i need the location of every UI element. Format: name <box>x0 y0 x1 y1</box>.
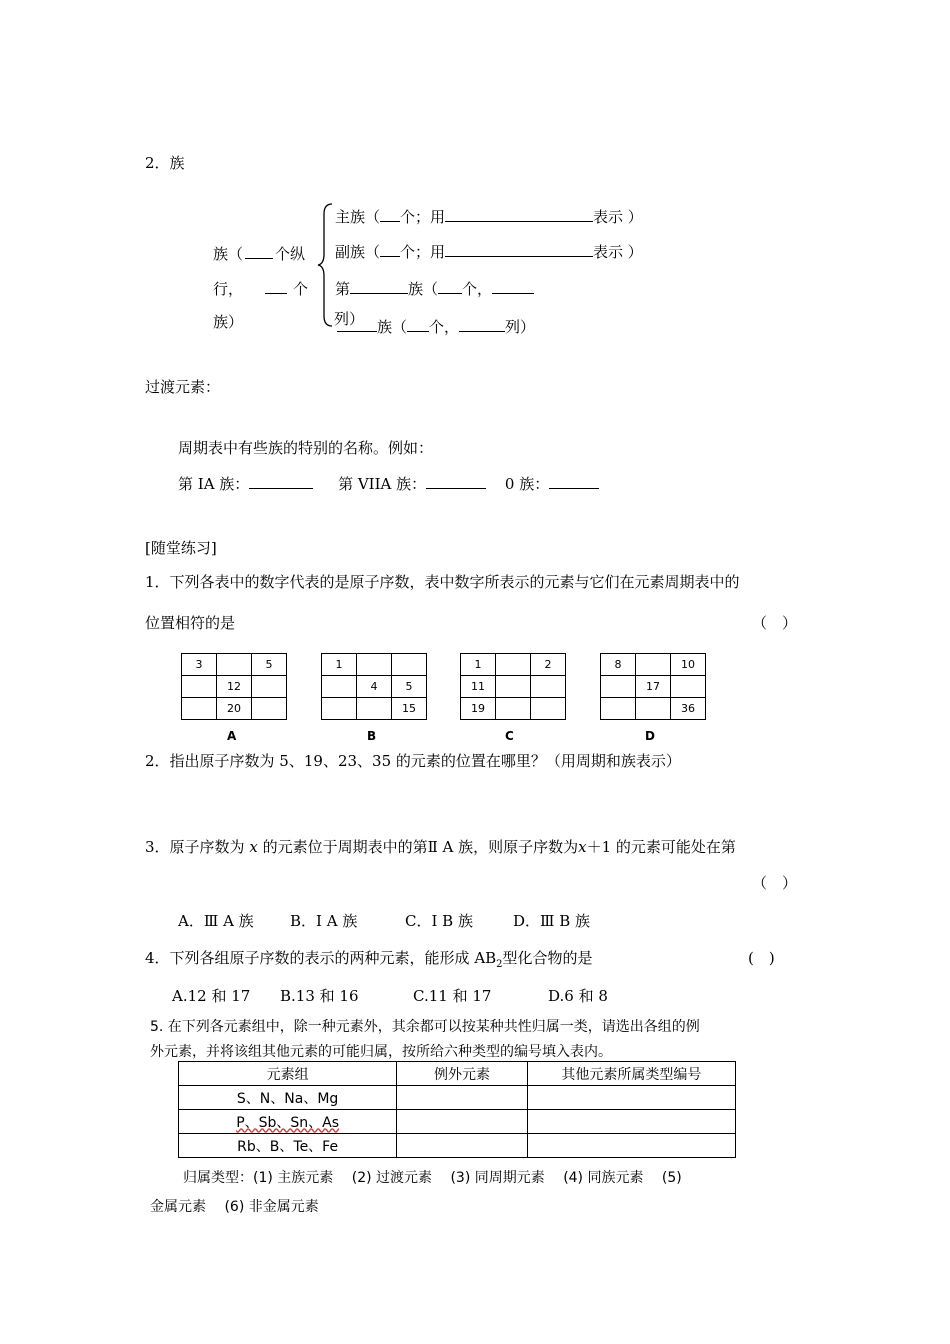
grid-row <box>182 654 287 676</box>
grid-cell <box>357 654 392 676</box>
q1-line2: 位置相符的是 <box>145 614 236 632</box>
grid-cell: 1 <box>461 654 496 676</box>
grid-cell <box>496 698 531 720</box>
type-answer-cell[interactable] <box>527 1110 735 1134</box>
grid-cell: 5 <box>252 654 287 676</box>
group-left-line3: 族） <box>213 313 244 331</box>
q1-line1: 1．下列各表中的数字代表的是原子序数，表中数字所表示的元素与它们在元素周期表中的 <box>145 573 740 591</box>
grid-row <box>461 676 566 698</box>
grid-cell: 4 <box>357 676 392 698</box>
grid-a-label: A <box>227 729 237 743</box>
header-type-number: 其他元素所属类型编号 <box>527 1062 735 1086</box>
header-exception: 例外元素 <box>397 1062 528 1086</box>
sub-group-line: 副族（ 个；用 表示 ） <box>335 243 643 261</box>
grid-c-label: C <box>505 729 514 743</box>
grid-cell: 36 <box>671 698 706 720</box>
grid-row <box>182 698 287 720</box>
exception-answer-cell[interactable] <box>397 1086 528 1110</box>
grid-cell <box>392 654 427 676</box>
grid-cell <box>252 676 287 698</box>
main-group-line: 主族（ 个；用 表示 ） <box>335 208 643 226</box>
element-group-cell: Rb、B、Te、Fe <box>179 1134 397 1158</box>
grid-cell: 10 <box>671 654 706 676</box>
grid-cell <box>182 698 217 720</box>
q4-answer-paren: ( ) <box>748 949 775 967</box>
grid-cell <box>671 676 706 698</box>
q3-text: 3．原子序数为 x 的元素位于周期表中的第Ⅱ A 族，则原子序数为x＋1 的元素可能处在第 <box>145 838 736 856</box>
brace-icon <box>316 202 336 328</box>
q5-types-line2: 金属元素 (6) 非金属元素 <box>150 1199 319 1215</box>
q5-line1: 5. 在下列各元素组中，除一种元素外，其余都可以按某种共性归属一类，请选出各组的例 <box>150 1019 700 1035</box>
grid-cell <box>322 676 357 698</box>
table-row <box>179 1110 736 1134</box>
type-answer-cell[interactable] <box>527 1086 735 1110</box>
grid-d-label: D <box>645 729 655 743</box>
q4-option-d: D.6 和 8 <box>548 987 608 1005</box>
grid-cell <box>496 654 531 676</box>
q5-types-line1: 归属类型：(1) 主族元素 (2) 过渡元素 (3) 同周期元素 (4) 同族元素 (5) <box>183 1170 682 1186</box>
grid-cell <box>601 676 636 698</box>
q4-option-a: A.12 和 17 <box>172 987 251 1005</box>
grid-cell <box>531 676 566 698</box>
special-intro: 周期表中有些族的特别的名称。例如： <box>178 439 434 457</box>
q4-option-b: B.13 和 16 <box>280 987 359 1005</box>
table-row <box>179 1086 736 1110</box>
grid-cell <box>322 698 357 720</box>
q4-text: 4．下列各组原子序数的表示的两种元素，能形成 $AB_2$型化合物的是 <box>145 949 593 970</box>
table-row <box>179 1134 736 1158</box>
q1-answer-paren: （ ） <box>752 614 798 632</box>
element-group-table <box>178 1061 736 1158</box>
zero-group-line: 族（ 个， 列） <box>337 316 535 337</box>
exception-answer-cell[interactable] <box>397 1110 528 1134</box>
grid-cell: 11 <box>461 676 496 698</box>
grid-cell <box>182 676 217 698</box>
grid-row <box>601 654 706 676</box>
q3-option-b: B．Ⅰ A 族 <box>290 912 358 930</box>
grid-cell <box>636 654 671 676</box>
grid-cell: 1 <box>322 654 357 676</box>
q3-option-d: D．Ⅲ B 族 <box>513 912 591 930</box>
grid-row <box>461 654 566 676</box>
grid-cell <box>357 698 392 720</box>
grid-cell <box>531 698 566 720</box>
grid-cell: 17 <box>636 676 671 698</box>
grid-cell: 20 <box>217 698 252 720</box>
grid-row <box>322 698 427 720</box>
grid-row <box>461 698 566 720</box>
q5-line2: 外元素，并将该组其他元素的可能归属，按所给六种类型的编号填入表内。 <box>150 1044 612 1060</box>
transition-heading: 过渡元素： <box>145 378 221 396</box>
element-group-cell: P、Sb、Sn、As <box>179 1110 397 1134</box>
grid-row <box>182 676 287 698</box>
grid-cell: 3 <box>182 654 217 676</box>
practice-heading: [随堂练习] <box>145 539 217 557</box>
grid-b <box>321 653 427 720</box>
grid-cell: 19 <box>461 698 496 720</box>
grid-c <box>460 653 566 720</box>
q4-option-c: C.11 和 17 <box>413 987 492 1005</box>
section-title: 2．族 <box>145 154 185 172</box>
grid-cell <box>252 698 287 720</box>
grid-cell: 8 <box>601 654 636 676</box>
q3-answer-paren: （ ） <box>752 874 798 892</box>
exception-answer-cell[interactable] <box>397 1134 528 1158</box>
grid-a <box>181 653 287 720</box>
grid-row <box>322 654 427 676</box>
q3-option-a: A．Ⅲ A 族 <box>178 912 254 930</box>
eighth-group-line: 第 族（ 个， <box>335 278 534 299</box>
group-left-line1: 族（ 个纵 <box>213 245 306 263</box>
grid-b-label: B <box>367 729 377 743</box>
grid-d <box>600 653 706 720</box>
special-names-line: 第 IA 族： 第 VIIA 族： 0 族： <box>178 473 599 494</box>
header-element-group: 元素组 <box>179 1062 397 1086</box>
grid-cell: 5 <box>392 676 427 698</box>
grid-cell: 12 <box>217 676 252 698</box>
grid-cell <box>601 698 636 720</box>
grid-row <box>601 676 706 698</box>
grid-cell <box>217 654 252 676</box>
grid-cell: 15 <box>392 698 427 720</box>
grid-cell <box>636 698 671 720</box>
column-suffix: 列） <box>334 310 365 328</box>
type-answer-cell[interactable] <box>527 1134 735 1158</box>
group-left-line2: 行， 个 <box>213 280 309 298</box>
q2-text: 2．指出原子序数为 5、19、23、35 的元素的位置在哪里？（用周期和族表示） <box>145 752 681 770</box>
grid-row <box>601 698 706 720</box>
q3-option-c: C．Ⅰ B 族 <box>405 912 473 930</box>
grid-row <box>322 676 427 698</box>
grid-cell <box>496 676 531 698</box>
grid-cell: 2 <box>531 654 566 676</box>
element-group-cell: S、N、Na、Mg <box>179 1086 397 1110</box>
